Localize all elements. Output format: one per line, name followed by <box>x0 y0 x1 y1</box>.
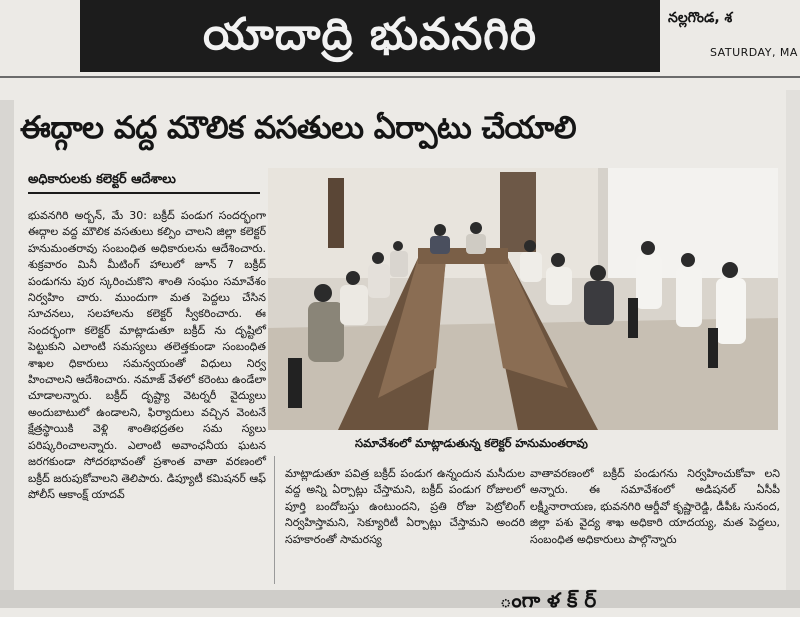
next-article-headline-fragment: ంగా ళ క్ ర్ <box>500 588 597 612</box>
photo-caption: సమావేశంలో మాట్లాడుతున్న కలెక్టర్‌ హనుమంతరావు <box>355 436 588 450</box>
article-subhead: అధికారులకు కలెక్టర్‌ ఆదేశాలు <box>28 170 260 194</box>
right-neighbor-column-edge <box>786 90 800 590</box>
masthead-title: యాదాద్రి భువనగిరి <box>203 9 537 60</box>
top-rule <box>0 76 800 78</box>
dateline-day: SATURDAY, MA <box>710 46 798 59</box>
dateline-place: నల్లగొండ, శ <box>668 10 733 26</box>
left-neighbor-column-edge <box>0 100 14 600</box>
meeting-photo <box>268 168 778 430</box>
meeting-photo-illustration <box>268 168 778 430</box>
article-headline: ఈద్గాల వద్ద మౌలిక వసతులు ఏర్పాటు చేయాలి <box>20 110 577 146</box>
masthead-banner <box>80 0 660 72</box>
article-body-column-1: భువనగిరి అర్బన్‌, మే 30: బక్రీద్‌ పండుగ సందర్భంగా ఈద్గాల వద్ద మౌలిక వసతులు కల్పిం చాలని జిల్లా కలెక్టర్‌ హనుమంతరావు సంబంధిత అధికారులను ఆదేశించారు. శుక్రవారం మినీ మీటింగ్‌ హాలులో జూన్‌ 7 బక్రీద్‌ పండుగను పుర స్కరించుకొని శాంతి సంఘం సమావేశం నిర్వహిం చారు. ముందుగా మత పెద్దలు చేసిన సూచనలు, సలహాలను కలెక్టర్‌ స్వీకరించారు. ఈ సందర్భంగా కలెక్టర్‌ మాట్లాడుతూ బక్రీద్‌ ను దృష్టిలో పెట్టుకుని ఎలాంటి సమస్యలు తలెత్తకుండా సంబంధిత శాఖల ధికారులు సమన్వయంతో విధులు నిర్వ హించాలని ఆదేశించారు. నమాజ్‌ వేళలో కరెంటు ఉండేలా చూడాలన్నారు. బక్రీద్‌ దృష్ట్యా వెటర్నరీ వైద్యులు అందుబాటులో ఉండాలని, ఫిర్యాదులు వచ్చిన వెంటనే క్షేత్రస్థాయికి వెళ్లి శాంతిభద్రతల సమ స్యలు పరిష్కరించాలన్నారు. ఎలాంటి అవాంఛనీయ ఘటన జరగకుండా సోదరభావంతో ప్రశాంత వాతా వరణంలో బక్రీద్‌ జరుపుకోవాలని తెలిపారు. డిప్యూటీ కమిషనర్‌ ఆఫ్‌ పోలీస్‌ ఆకాంక్ష్‌ యాదవ్‌ <box>28 209 266 501</box>
article-body-column-2: మాట్లాడుతూ పవిత్ర బక్రీద్‌ పండుగ ఉన్నందున మసీదుల వద్ద అన్ని ఏర్పాట్లు చేస్తామని, బక్రీద్‌ పండుగ రోజులలో పూర్తి బందోబస్తు ఉంటుందని, ప్రతి రోజు పెట్రోలింగ్‌ నిర్వహిస్తామని, సెక్యూరిటీ ఏర్పాట్లు చేస్తామని అందరి సహకారంతో సామరస్య <box>285 467 525 546</box>
article-body-column-3: వాతావరణంలో బక్రీద్‌ పండుగను నిర్వహించుకోవా లని అన్నారు. ఈ సమావేశంలో అడిషనల్‌ ఏసీపీ లక్ష్మీనారాయణ, భువనగిరి ఆర్డీవో కృష్ణారెడ్డి, డీపీఓ సునంద, జిల్లా పశు వైద్య శాఖ అధికారి యాదయ్య, మత పెద్దలు, సంబంధిత అధికారులు పాల్గొన్నారు <box>530 467 780 546</box>
column-divider <box>274 456 275 584</box>
next-article-strip <box>0 590 800 608</box>
